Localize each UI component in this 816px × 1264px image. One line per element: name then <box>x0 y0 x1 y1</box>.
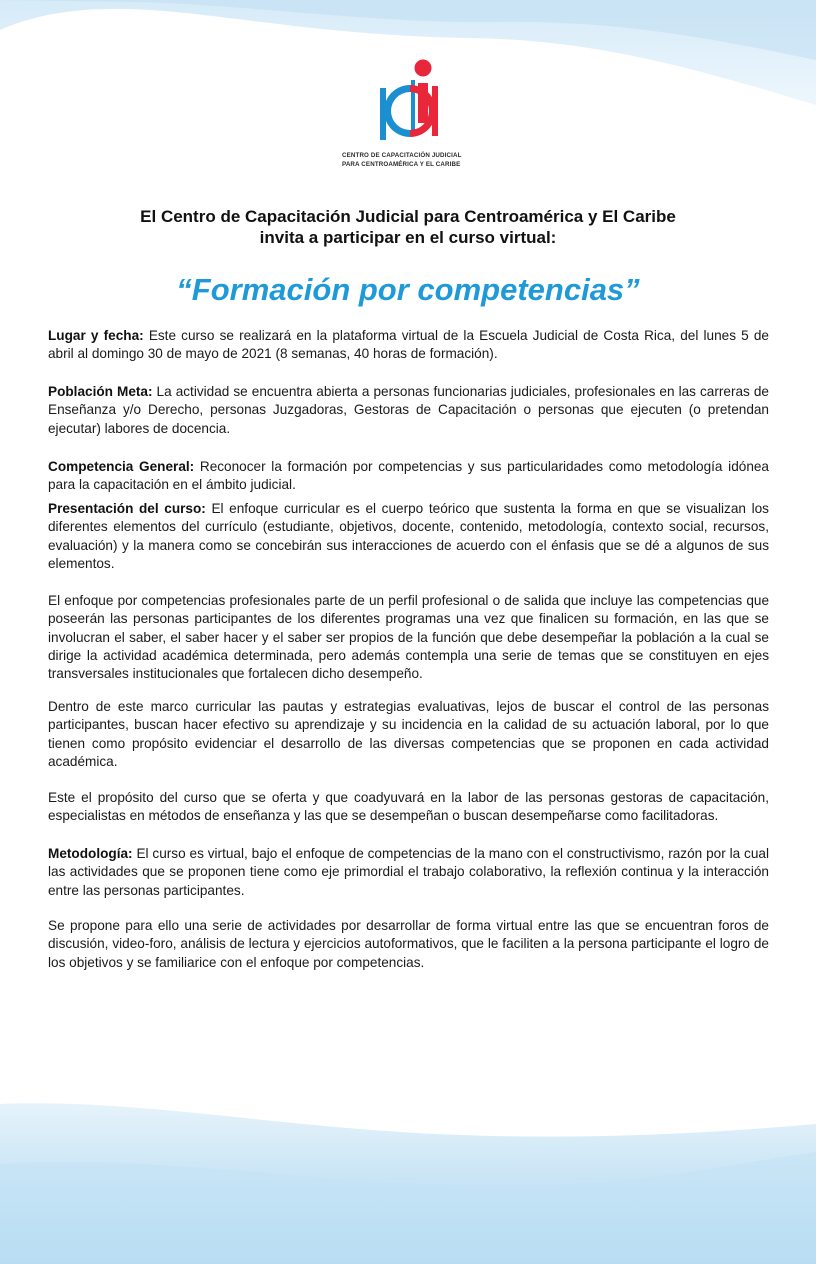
invitation-heading <box>48 206 768 248</box>
label-metodologia: Metodología: <box>48 846 133 861</box>
section-presentacion <box>48 500 769 573</box>
label-competencia-general: Competencia General: <box>48 459 195 474</box>
bottom-wave-background <box>0 1094 816 1264</box>
paragraph-marco-curricular: Dentro de este marco curricular las pautas y estrategias evaluativas, lejos de buscar el control de las personas participantes, buscan hacer efectivo su aprendizaje y su incidencia en la calidad de su actuación laboral, por lo que tienen como propósito evidenciar el desarrollo de las diversas competencias que se proponen en cada actividad académica. <box>48 699 769 769</box>
cj-logo-icon <box>378 58 442 142</box>
text-metodologia: El curso es virtual, bajo el enfoque de competencias de la mano con el constructivismo, razón por la cual las actividades que se proponen tiene como eje primordial el trabajo colaborativo, la reflexión continua y la interacción entre las personas participantes. <box>48 846 769 898</box>
text-presentacion: El enfoque curricular es el cuerpo teórico que sustenta la forma en que se visualizan los diferentes elementos del currículo (estudiante, objetivos, docente, contenido, metodología, contexto social, recursos, evaluación) y la manera como se concebirán sus interacciones de acuerdo con el énfasis que se dé a algunos de sus elementos. <box>48 501 769 571</box>
section-competencia-general <box>48 458 769 495</box>
label-presentacion: Presentación del curso: <box>48 501 206 516</box>
paragraph-proposito: Este el propósito del curso que se oferta y que coadyuvará en la labor de las personas gestoras de capacitación, especialistas en métodos de enseñanza y las que se desempeñan o buscan desempeñarse como facilitadoras. <box>48 790 769 824</box>
logo-line-2: PARA CENTROAMÉRICA Y EL CARIBE <box>342 160 461 168</box>
section-poblacion-meta <box>48 383 769 438</box>
label-lugar-fecha: Lugar y fecha: <box>48 328 144 343</box>
label-poblacion-meta: Población Meta: <box>48 384 153 399</box>
section-lugar-fecha <box>48 327 769 364</box>
section-metodologia <box>48 845 769 900</box>
heading-line-2: invita a participar en el curso virtual: <box>259 228 557 247</box>
text-lugar-fecha: Este curso se realizará en la plataforma virtual de la Escuela Judicial de Costa Rica, del lunes 5 de abril al domingo 30 de mayo de 2021 (8 semanas, 40 horas de formación). <box>48 328 769 362</box>
text-poblacion-meta: La actividad se encuentra abierta a personas funcionarias judiciales, profesionales en las carreras de Enseñanza y/o Derecho, personas Juzgadoras, Gestoras de Capacitación o personas que ejecuten (o pretendan ejecutar) labores de docencia. <box>48 384 769 436</box>
logo-line-1: CENTRO DE CAPACITACIÓN JUDICIAL <box>342 152 462 159</box>
paragraph-enfoque: El enfoque por competencias profesionales parte de un perfil profesional o de salida que incluye las competencias que poseerán las personas participantes de los diferentes programas una vez que finalicen su formación, en las que se involucran el saber, el saber hacer y el saber ser propios de la función que debe desempeñar la población a la cual se dirige la actividad académica determinada, pero además contempla una serie de temas que se constituyen en ejes transversales institucionales que fortalecen dicho desempeño. <box>48 593 769 682</box>
course-title: “Formación por competencias” <box>176 272 640 307</box>
heading-line-1: El Centro de Capacitación Judicial para Centroamérica y El Caribe <box>140 207 676 226</box>
institution-logo <box>330 58 490 169</box>
paragraph-actividades: Se propone para ello una serie de actividades por desarrollar de forma virtual entre las que se encuentran foros de discusión, video-foro, análisis de lectura y ejercicios autoformativos, que le faciliten a la persona participante el logro de los objetivos y se familiarice con el enfoque por competencias. <box>48 918 769 970</box>
text-competencia-general: Reconocer la formación por competencias y sus particularidades como metodología idónea para la capacitación en el ámbito judicial. <box>48 459 769 493</box>
